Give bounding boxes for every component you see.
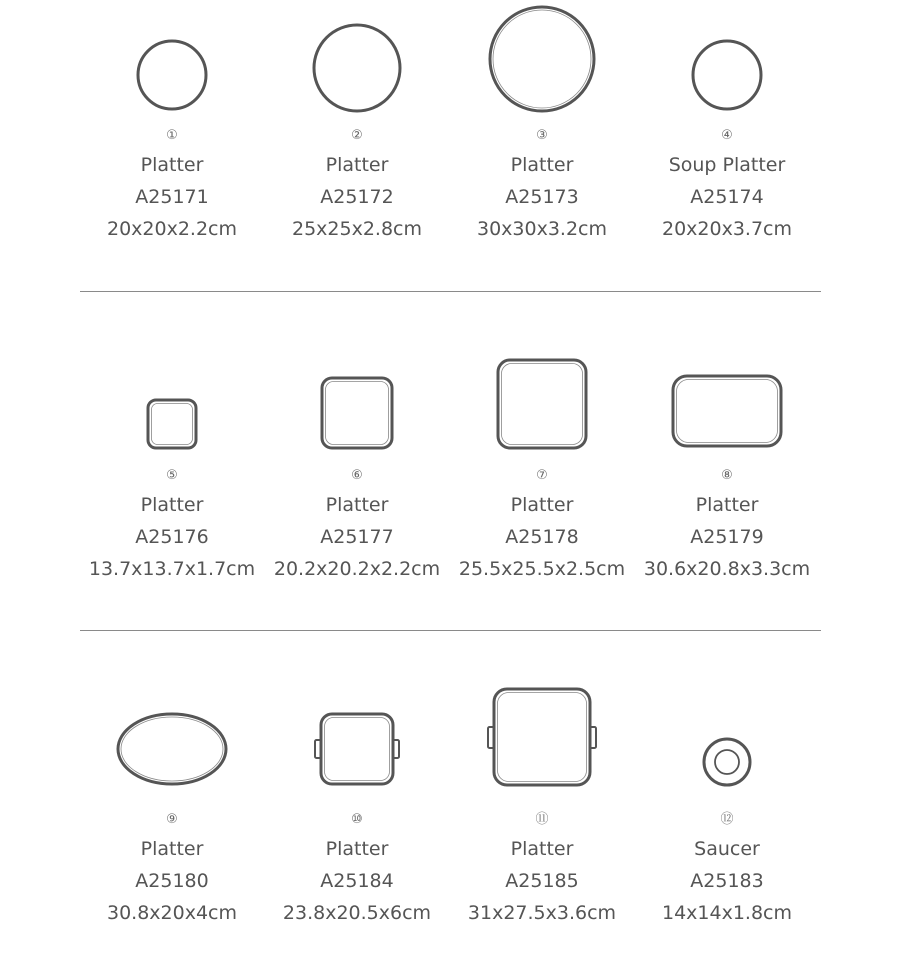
handled-square-plate-icon (267, 684, 447, 813)
rectangular-plate-icon (637, 340, 817, 469)
oval-plate-icon (82, 684, 262, 813)
item-code: A25173 (505, 186, 579, 208)
item-name: Soup Platter (668, 154, 786, 176)
row-divider (80, 291, 821, 292)
item-size: 25x25x2.8cm (291, 218, 422, 240)
item-name: Platter (325, 154, 389, 176)
square-plate-icon (82, 340, 262, 469)
item-code: A25176 (135, 526, 209, 548)
item-name: Platter (140, 154, 204, 176)
item-size: 25.5x25.5x2.5cm (458, 558, 626, 580)
item-code: A25177 (320, 526, 394, 548)
item-name: Platter (695, 494, 759, 516)
item-code: A25183 (690, 870, 764, 892)
item-size: 31x27.5x3.6cm (467, 902, 617, 924)
item-name: Platter (510, 838, 574, 860)
item-number: ⑨ (166, 812, 178, 827)
round-plate-icon (637, 0, 817, 129)
item-name: Platter (140, 494, 204, 516)
handled-square-plate-icon (452, 684, 632, 813)
item-number: ⑩ (351, 812, 363, 827)
item-size: 13.7x13.7x1.7cm (88, 558, 256, 580)
item-code: A25174 (690, 186, 764, 208)
item-number: ③ (536, 128, 548, 143)
item-number: ④ (721, 128, 733, 143)
item-name: Platter (510, 494, 574, 516)
item-size: 20.2x20.2x2.2cm (273, 558, 441, 580)
item-name: Saucer (694, 838, 760, 860)
item-code: A25171 (135, 186, 209, 208)
item-code: A25185 (505, 870, 579, 892)
item-name: Platter (510, 154, 574, 176)
item-code: A25172 (320, 186, 394, 208)
item-name: Platter (140, 838, 204, 860)
item-size: 20x20x2.2cm (106, 218, 237, 240)
saucer-icon (637, 684, 817, 813)
item-number: ⑫ (720, 812, 734, 827)
item-number: ⑧ (721, 468, 733, 483)
item-code: A25178 (505, 526, 579, 548)
item-number: ⑪ (535, 812, 549, 827)
item-size: 30x30x3.2cm (476, 218, 607, 240)
item-size: 20x20x3.7cm (661, 218, 792, 240)
item-size: 23.8x20.5x6cm (282, 902, 432, 924)
row-divider (80, 630, 821, 631)
item-code: A25180 (135, 870, 209, 892)
item-code: A25179 (690, 526, 764, 548)
round-plate-icon (267, 0, 447, 129)
item-number: ① (166, 128, 178, 143)
item-name: Platter (325, 838, 389, 860)
round-plate-icon (452, 0, 632, 129)
item-number: ⑥ (351, 468, 363, 483)
item-number: ② (351, 128, 363, 143)
item-size: 14x14x1.8cm (661, 902, 792, 924)
item-number: ⑦ (536, 468, 548, 483)
item-name: Platter (325, 494, 389, 516)
square-plate-icon (452, 340, 632, 469)
item-size: 30.8x20x4cm (106, 902, 237, 924)
item-number: ⑤ (166, 468, 178, 483)
round-plate-icon (82, 0, 262, 129)
item-size: 30.6x20.8x3.3cm (643, 558, 811, 580)
square-plate-icon (267, 340, 447, 469)
item-code: A25184 (320, 870, 394, 892)
